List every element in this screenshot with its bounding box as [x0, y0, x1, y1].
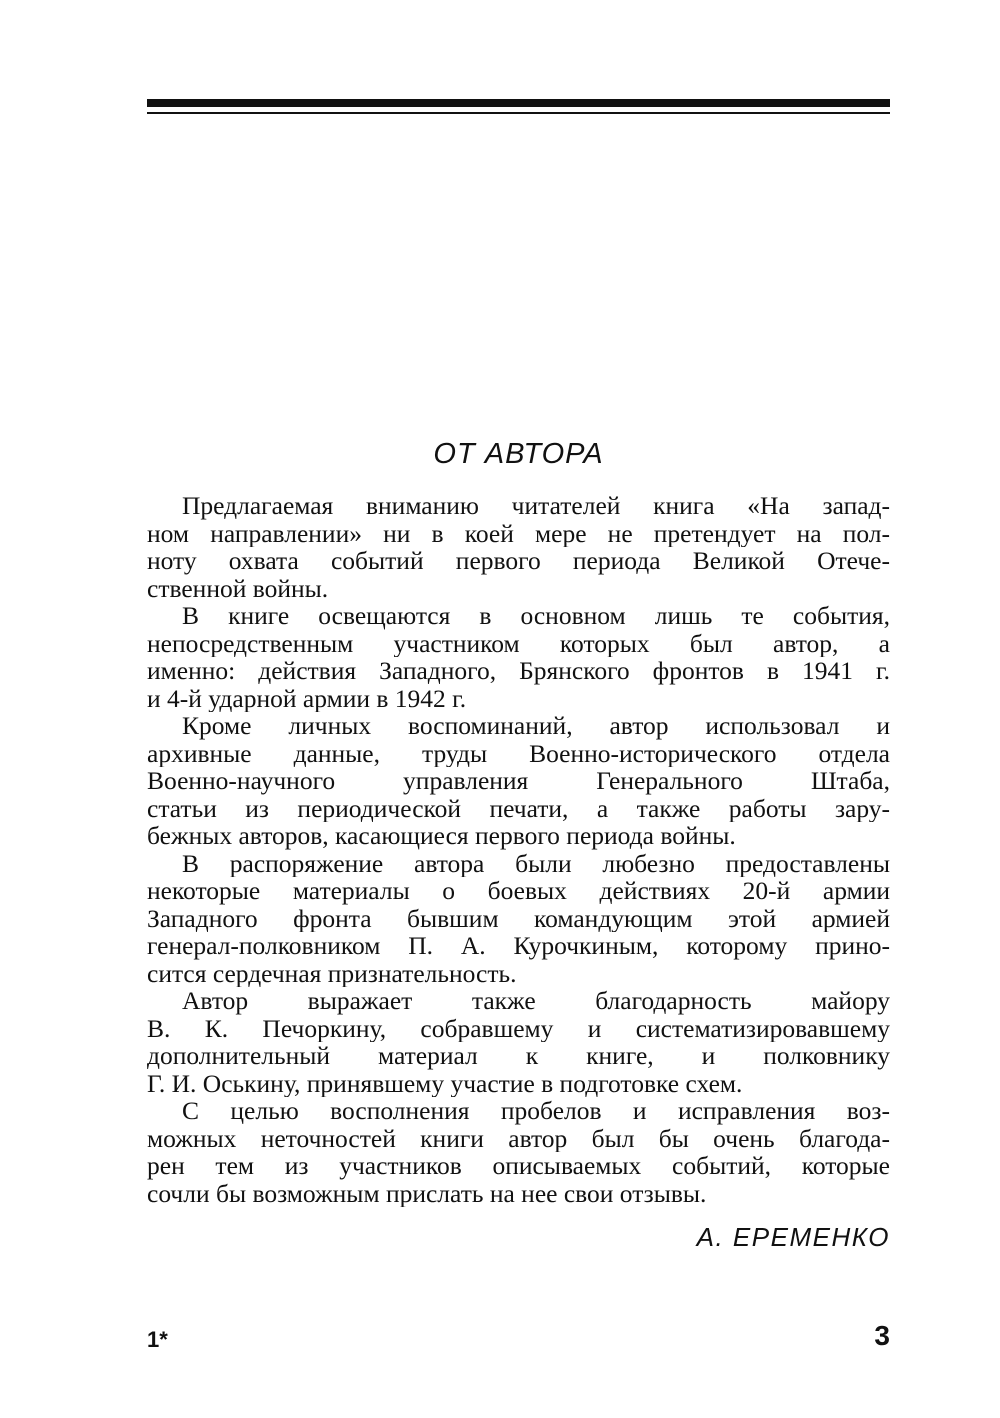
text-line: сочли бы возможным прислать на нее свои отзывы. — [147, 1179, 707, 1207]
text-line: ном направлении» ни в коей мере не претендует на пол- — [147, 519, 890, 547]
text-line: Автор выражает также благодарность майору — [182, 987, 890, 1015]
text-line: генерал-полковником П. А. Курочкиным, которому прино- — [147, 932, 890, 960]
text-line: сится сердечная признательность. — [147, 959, 517, 987]
text-line: именно: действия Западного, Брянского фронтов в 1941 г. — [147, 657, 890, 685]
text-line: статьи из периодической печати, а также работы зару- — [147, 794, 890, 822]
text-line: непосредственным участником которых был автор, а — [147, 629, 890, 657]
text-line: архивные данные, труды Военно-исторического отдела — [147, 739, 890, 767]
text-line: некоторые материалы о боевых действиях 20-й армии — [147, 877, 890, 905]
text-line: Кроме личных воспоминаний, автор использовал и — [182, 712, 890, 740]
text-line: Военно-научного управления Генерального Штаба, — [147, 767, 890, 795]
printer-signature-mark: 1* — [147, 1327, 168, 1352]
page-number: 3 — [874, 1320, 890, 1351]
text-line: бежных авторов, касающиеся первого периода войны. — [147, 822, 736, 850]
text-line: Предлагаемая вниманию читателей книга «На запад- — [182, 492, 890, 520]
text-line: Западного фронта бывшим командующим этой армией — [147, 904, 890, 932]
text-line: рен тем из участников описываемых событий, которые — [147, 1152, 890, 1180]
text-line: и 4-й ударной армии в 1942 г. — [147, 684, 467, 712]
text-line: можных неточностей книги автор был бы очень благода- — [147, 1124, 890, 1152]
text-line: ственной войны. — [147, 574, 329, 602]
text-line: дополнительный материал к книге, и полковнику — [147, 1042, 890, 1070]
text-line: В. К. Печоркину, собравшему и систематизировавшему — [147, 1014, 890, 1042]
page-title: ОТ АВТОРА — [433, 438, 604, 470]
text-line: С целью восполнения пробелов и исправления воз- — [182, 1097, 890, 1125]
text-line: В книге освещаются в основном лишь те события, — [182, 602, 890, 630]
header-rule-thin — [147, 112, 890, 114]
body-text — [147, 492, 890, 1207]
text-line: ноту охвата событий первого периода Великой Отече- — [147, 547, 890, 575]
author-signature: А. ЕРЕМЕНКО — [696, 1222, 890, 1252]
header-rule-thick — [147, 99, 890, 107]
text-line: В распоряжение автора были любезно предоставлены — [182, 849, 890, 877]
text-line: Г. И. Оськину, принявшему участие в подготовке схем. — [147, 1069, 743, 1097]
